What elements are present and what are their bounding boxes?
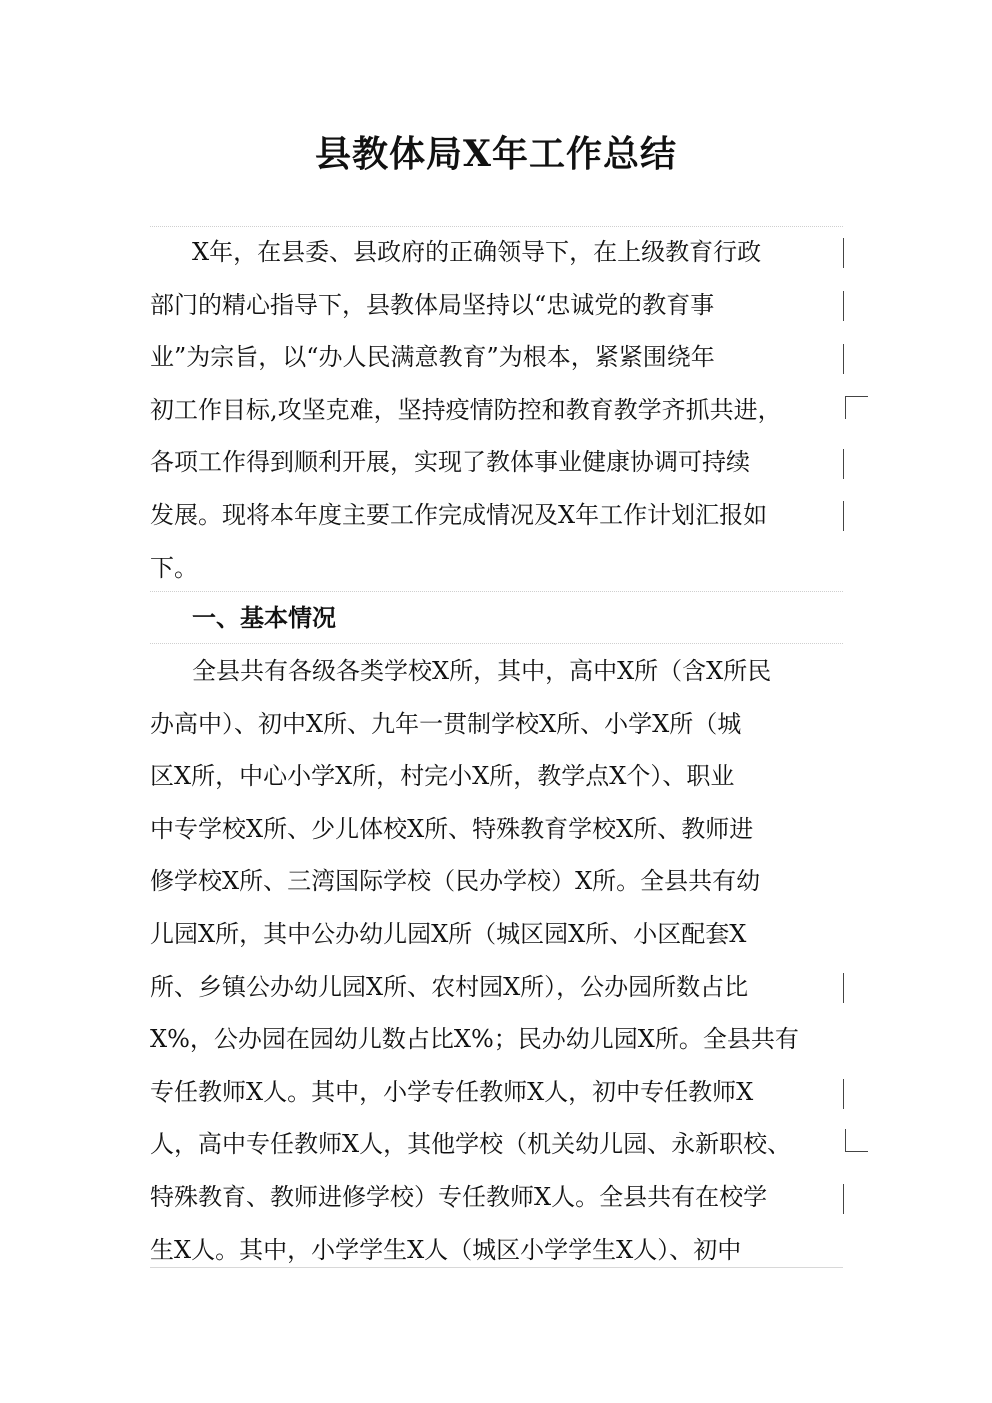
basic-info-paragraph	[150, 645, 843, 1276]
paragraph-line: 各项工作得到顺利开展，实现了教体事业健康协调可持续	[150, 448, 750, 477]
paragraph-line: 人，高中专任教师X人，其他学校（机关幼儿园、永新职校、	[150, 1130, 792, 1159]
paragraph-line: 发展。现将本年度主要工作完成情况及X年工作计划汇报如	[150, 500, 768, 529]
paragraph-line: 全县共有各级各类学校X所，其中，高中X所（含X所民	[192, 657, 772, 685]
margin-marker	[843, 238, 844, 268]
paragraph-divider	[150, 591, 843, 592]
paragraph-line: 中专学校X所、少儿体校X所、特殊教育学校X所、教师进	[150, 814, 754, 843]
paragraph-line: 儿园X所，其中公办幼儿园X所（城区园X所、小区配套X	[150, 919, 747, 948]
paragraph-line: 专任教师X人。其中，小学专任教师X人，初中专任教师X	[150, 1077, 754, 1106]
paragraph-line: 特殊教育、教师进修学校）专任教师X人。全县共有在校学	[150, 1182, 768, 1211]
text-area-bottom-rule	[150, 1267, 843, 1268]
margin-corner-marker	[845, 396, 868, 419]
document-title: 县教体局X年工作总结	[315, 133, 677, 175]
margin-corner-marker	[845, 1129, 868, 1152]
paragraph-line: 初工作目标,攻坚克难，坚持疫情防控和教育教学齐抓共进，	[150, 395, 782, 424]
margin-marker	[843, 449, 844, 479]
intro-paragraph	[150, 226, 843, 594]
paragraph-line: 所、乡镇公办幼儿园X所、农村园X所），公办园所数占比	[150, 972, 749, 1001]
margin-marker	[843, 501, 844, 531]
section-heading: 一、基本情况	[192, 604, 336, 632]
paragraph-divider	[150, 643, 843, 644]
paragraph-line: X%，公办园在园幼儿数占比X%；民办幼儿园X所。全县共有	[150, 1025, 799, 1054]
margin-marker	[843, 291, 844, 321]
paragraph-line: 区X所，中心小学X所，村完小X所，教学点X个）、职业	[150, 762, 735, 791]
paragraph-line: X年，在县委、县政府的正确领导下，在上级教育行政	[192, 238, 762, 266]
paragraph-line: 下。	[150, 553, 198, 582]
margin-marker	[843, 973, 844, 1003]
paragraph-line: 修学校X所、三湾国际学校（民办学校）X所。全县共有幼	[150, 867, 761, 896]
paragraph-line: 生X人。其中，小学学生X人（城区小学学生X人）、初中	[150, 1235, 742, 1264]
paragraph-line: 业”为宗旨，以“办人民满意教育”为根本，紧紧围绕年	[150, 343, 715, 372]
paragraph-line: 部门的精心指导下，县教体局坚持以“忠诚党的教育事	[150, 290, 715, 319]
margin-marker	[843, 1184, 844, 1214]
margin-marker	[843, 344, 844, 374]
paragraph-line: 办高中）、初中X所、九年一贯制学校X所、小学X所（城	[150, 709, 742, 738]
margin-marker	[843, 1079, 844, 1109]
